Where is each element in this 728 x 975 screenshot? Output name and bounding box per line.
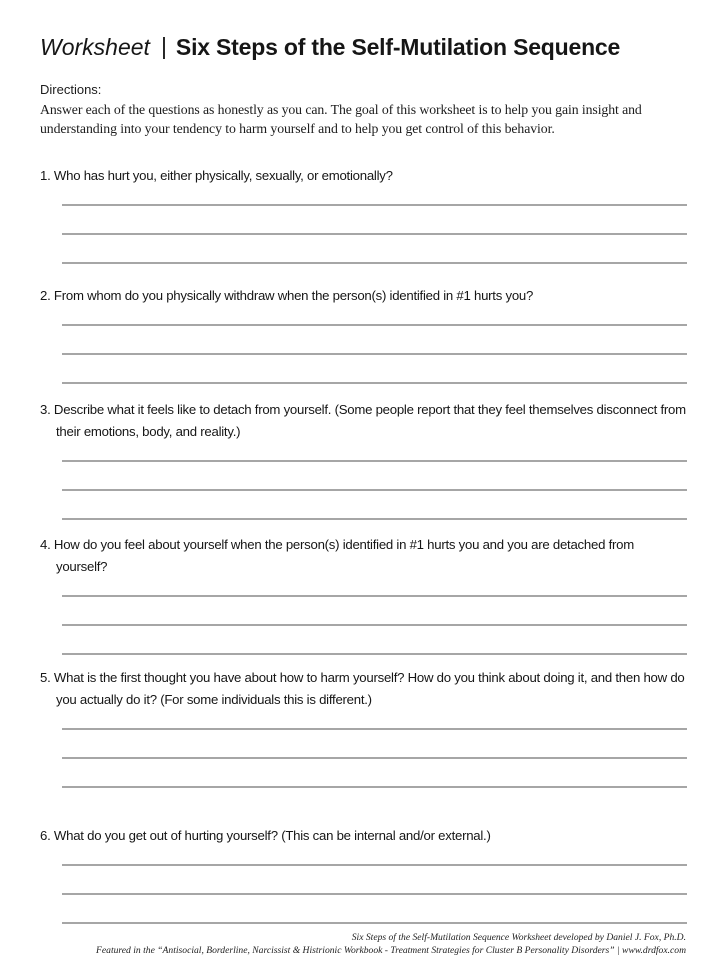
question-number: 6. — [40, 828, 51, 843]
question-number: 3. — [40, 402, 51, 417]
question-5-answer-area — [62, 711, 687, 788]
question-6-answer-area — [62, 847, 687, 924]
question-4-text — [40, 534, 671, 578]
question-3-answer-area — [62, 443, 687, 520]
question-3 — [40, 399, 688, 520]
answer-line — [62, 491, 687, 520]
answer-line — [62, 847, 687, 866]
question-3-text — [40, 399, 688, 443]
answer-line — [62, 730, 687, 759]
footer-credit-line-1: Six Steps of the Self-Mutilation Sequence Worksheet developed by Daniel J. Fox, Ph.D. — [351, 932, 686, 943]
question-number: 2. — [40, 288, 51, 303]
document-page — [0, 33, 728, 975]
title-worksheet-label: Worksheet — [40, 34, 150, 60]
question-number: 5. — [40, 670, 51, 685]
question-2-text — [40, 285, 688, 307]
directions-text: Answer each of the questions as honestly as you can. The goal of this worksheet is to help you gain insight and understanding into your tendency to harm yourself and to help you get control of this behavior. — [40, 102, 642, 136]
answer-line — [62, 443, 687, 462]
question-text: Describe what it feels like to detach from yourself. (Some people report that they feel themselves disconnect from their emotions, body, and reality.) — [53, 402, 686, 439]
answer-line — [62, 462, 687, 491]
answer-line — [62, 578, 687, 597]
question-4 — [40, 534, 688, 655]
question-6 — [40, 825, 688, 924]
answer-line — [62, 866, 687, 895]
question-4-answer-area — [62, 578, 687, 655]
question-1-answer-area — [62, 187, 687, 264]
title-separator: | — [160, 33, 167, 59]
answer-line — [62, 235, 687, 264]
answer-line — [62, 355, 687, 384]
answer-line — [62, 626, 687, 655]
answer-line — [62, 206, 687, 235]
answer-line — [62, 307, 687, 326]
page-title — [40, 33, 688, 61]
answer-line — [62, 711, 687, 730]
question-1 — [40, 165, 688, 264]
question-2-answer-area — [62, 307, 687, 384]
question-2 — [40, 285, 688, 384]
answer-line — [62, 326, 687, 355]
answer-line — [62, 759, 687, 788]
question-text: What is the first thought you have about how to harm yourself? How do you think about doing it, and then how do you actually do it? (For some individuals this is different.) — [53, 670, 685, 707]
question-6-text — [40, 825, 688, 847]
footer-credits — [40, 931, 688, 957]
question-5-text — [40, 667, 688, 711]
question-text: Who has hurt you, either physically, sexually, or emotionally? — [53, 168, 393, 183]
question-number: 4. — [40, 537, 51, 552]
answer-line — [62, 187, 687, 206]
question-1-text — [40, 165, 688, 187]
directions-heading: Directions: — [40, 82, 102, 97]
question-text: From whom do you physically withdraw when the person(s) identified in #1 hurts you? — [53, 288, 534, 303]
footer-credit-line-2: Featured in the “Antisocial, Borderline, Narcissist & Histrionic Workbook - Treatment Strategies for Cluster B Personality Disorders” | www.drdfox.com — [96, 945, 686, 956]
question-text: How do you feel about yourself when the person(s) identified in #1 hurts you and you are detached from yourself? — [53, 537, 634, 574]
answer-line — [62, 895, 687, 924]
question-5 — [40, 667, 688, 788]
question-number: 1. — [40, 168, 51, 183]
answer-line — [62, 597, 687, 626]
question-text: What do you get out of hurting yourself? (This can be internal and/or external.) — [53, 828, 491, 843]
title-main-text: Six Steps of the Self-Mutilation Sequence — [175, 34, 621, 60]
